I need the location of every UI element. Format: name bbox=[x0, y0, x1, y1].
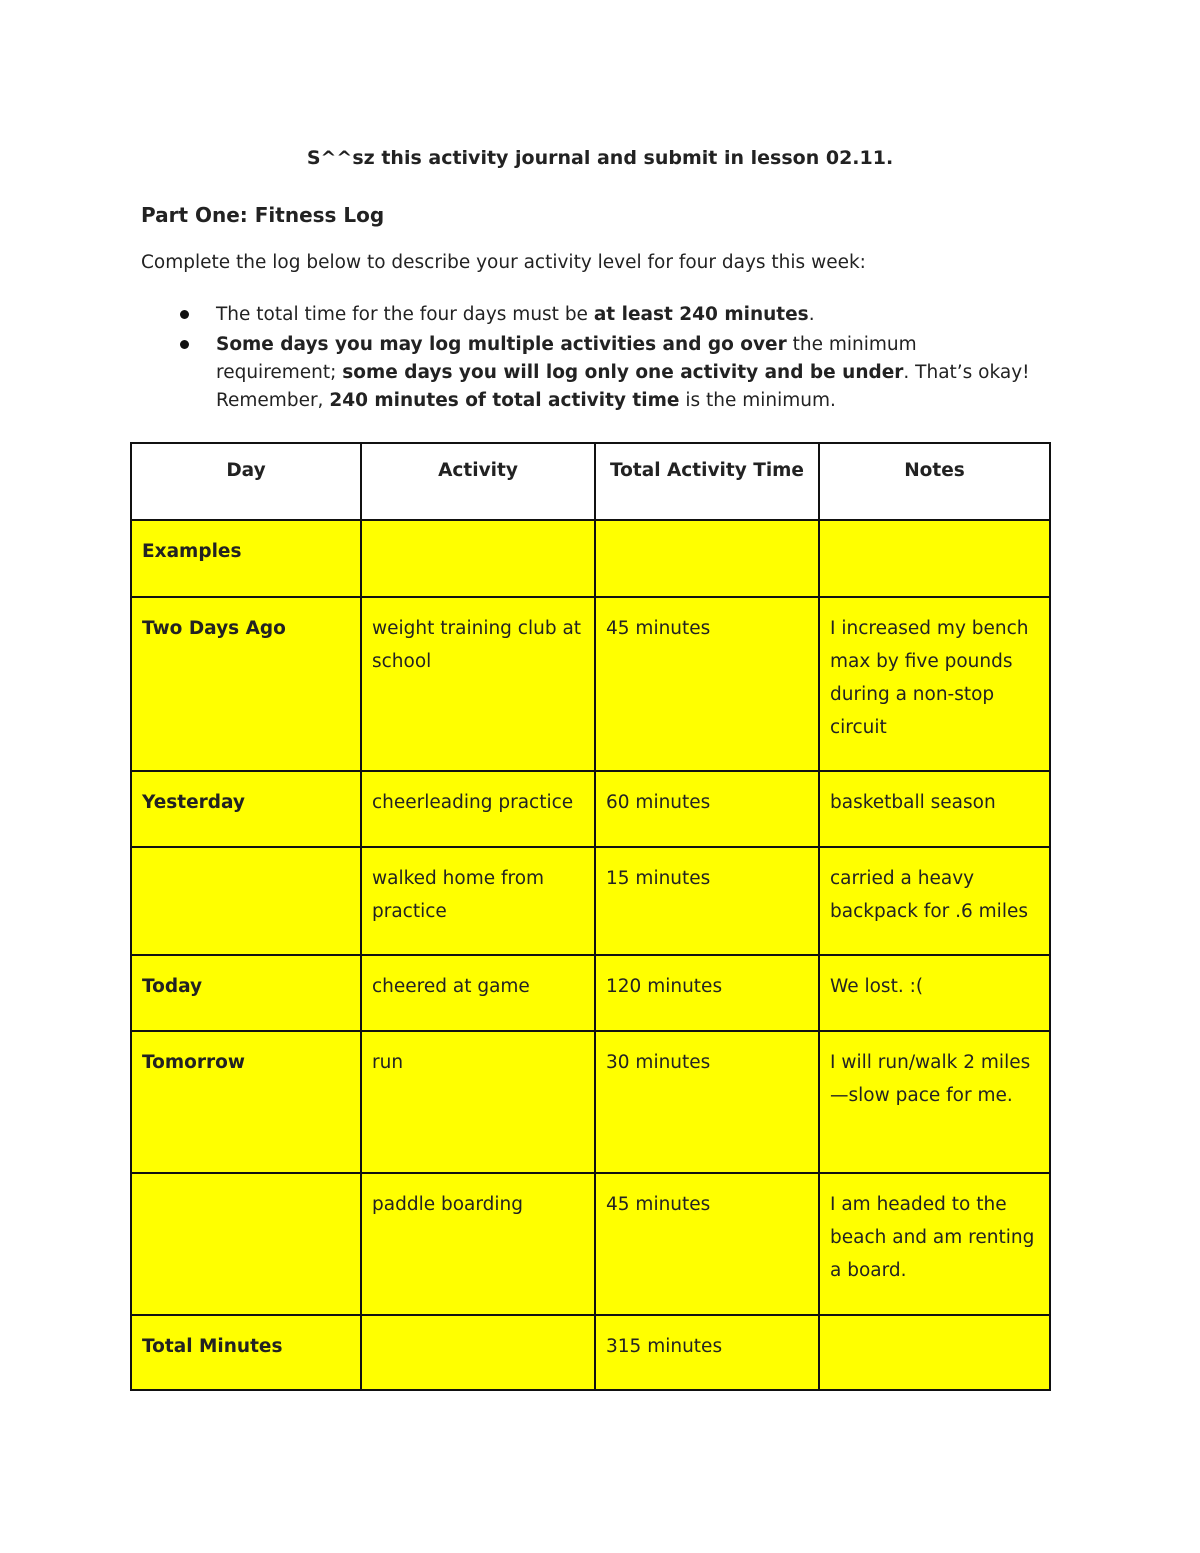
table-row bbox=[131, 771, 1050, 847]
bullet-1-seg-3: . That’s okay! Remember, bbox=[216, 362, 1030, 411]
header-day: Day bbox=[131, 443, 361, 520]
table-row bbox=[131, 1031, 1050, 1173]
requirements-list bbox=[141, 301, 1041, 417]
cell-day: Two Days Ago bbox=[131, 597, 361, 771]
cell-activity: weight training club at school bbox=[361, 597, 595, 771]
instructions-text: Complete the log below to describe your activity level for four days this week: bbox=[141, 252, 866, 273]
cell-day bbox=[131, 847, 361, 955]
cell-activity: cheerleading practice bbox=[361, 771, 595, 847]
bullet-dot-icon bbox=[180, 310, 189, 319]
cell-day: Examples bbox=[131, 520, 361, 597]
bullet-1-seg-1: the minimum requirement; bbox=[216, 334, 917, 383]
table-header-row bbox=[131, 443, 1050, 520]
cell-time: 45 minutes bbox=[595, 1173, 819, 1315]
bullet-0-seg-1: at least 240 minutes bbox=[593, 304, 809, 325]
header-activity: Activity bbox=[361, 443, 595, 520]
cell-time: 315 minutes bbox=[595, 1315, 819, 1390]
table-row bbox=[131, 520, 1050, 597]
part-one-heading: Part One: Fitness Log bbox=[141, 203, 385, 227]
cell-notes bbox=[819, 1315, 1050, 1390]
table-row bbox=[131, 597, 1050, 771]
bullet-1-seg-2: some days you will log only one activity and be under bbox=[342, 362, 904, 383]
cell-day: Total Minutes bbox=[131, 1315, 361, 1390]
table-row bbox=[131, 1173, 1050, 1315]
table-row bbox=[131, 847, 1050, 955]
cell-notes: I increased my bench max by five pounds during a non-stop circuit bbox=[819, 597, 1050, 771]
cell-time: 15 minutes bbox=[595, 847, 819, 955]
cell-day: Yesterday bbox=[131, 771, 361, 847]
cell-time: 45 minutes bbox=[595, 597, 819, 771]
cell-notes: basketball season bbox=[819, 771, 1050, 847]
header-notes: Notes bbox=[819, 443, 1050, 520]
header-total-time: Total Activity Time bbox=[595, 443, 819, 520]
cell-notes bbox=[819, 520, 1050, 597]
bullet-1-seg-5: is the minimum. bbox=[679, 390, 836, 411]
cell-time: 120 minutes bbox=[595, 955, 819, 1031]
bullet-dot-icon bbox=[180, 340, 189, 349]
fitness-log-table bbox=[130, 442, 1051, 1391]
cell-notes: carried a heavy backpack for .6 miles bbox=[819, 847, 1050, 955]
cell-activity bbox=[361, 520, 595, 597]
bullet-item-0 bbox=[141, 301, 1041, 329]
cell-time bbox=[595, 520, 819, 597]
table-row bbox=[131, 1315, 1050, 1390]
bullet-item-1 bbox=[141, 331, 1041, 415]
cell-activity: paddle boarding bbox=[361, 1173, 595, 1315]
cell-day: Tomorrow bbox=[131, 1031, 361, 1173]
bullet-0-seg-2: . bbox=[808, 304, 815, 325]
cell-activity: walked home from practice bbox=[361, 847, 595, 955]
cell-notes: I will run/walk 2 miles—slow pace for me. bbox=[819, 1031, 1050, 1173]
table-row bbox=[131, 955, 1050, 1031]
cell-activity: cheered at game bbox=[361, 955, 595, 1031]
bullet-0-seg-0: The total time for the four days must be bbox=[216, 304, 594, 325]
bullet-1-seg-4: 240 minutes of total activity time bbox=[329, 390, 680, 411]
cell-activity: run bbox=[361, 1031, 595, 1173]
cell-day: Today bbox=[131, 955, 361, 1031]
cell-notes: We lost. :( bbox=[819, 955, 1050, 1031]
cell-time: 30 minutes bbox=[595, 1031, 819, 1173]
cell-day bbox=[131, 1173, 361, 1315]
bullet-1-seg-0: Some days you may log multiple activities and go over bbox=[216, 334, 787, 355]
cell-activity bbox=[361, 1315, 595, 1390]
document-title: S^^sz this activity journal and submit in lesson 02.11. bbox=[306, 147, 894, 169]
cell-time: 60 minutes bbox=[595, 771, 819, 847]
cell-notes: I am headed to the beach and am renting a board. bbox=[819, 1173, 1050, 1315]
